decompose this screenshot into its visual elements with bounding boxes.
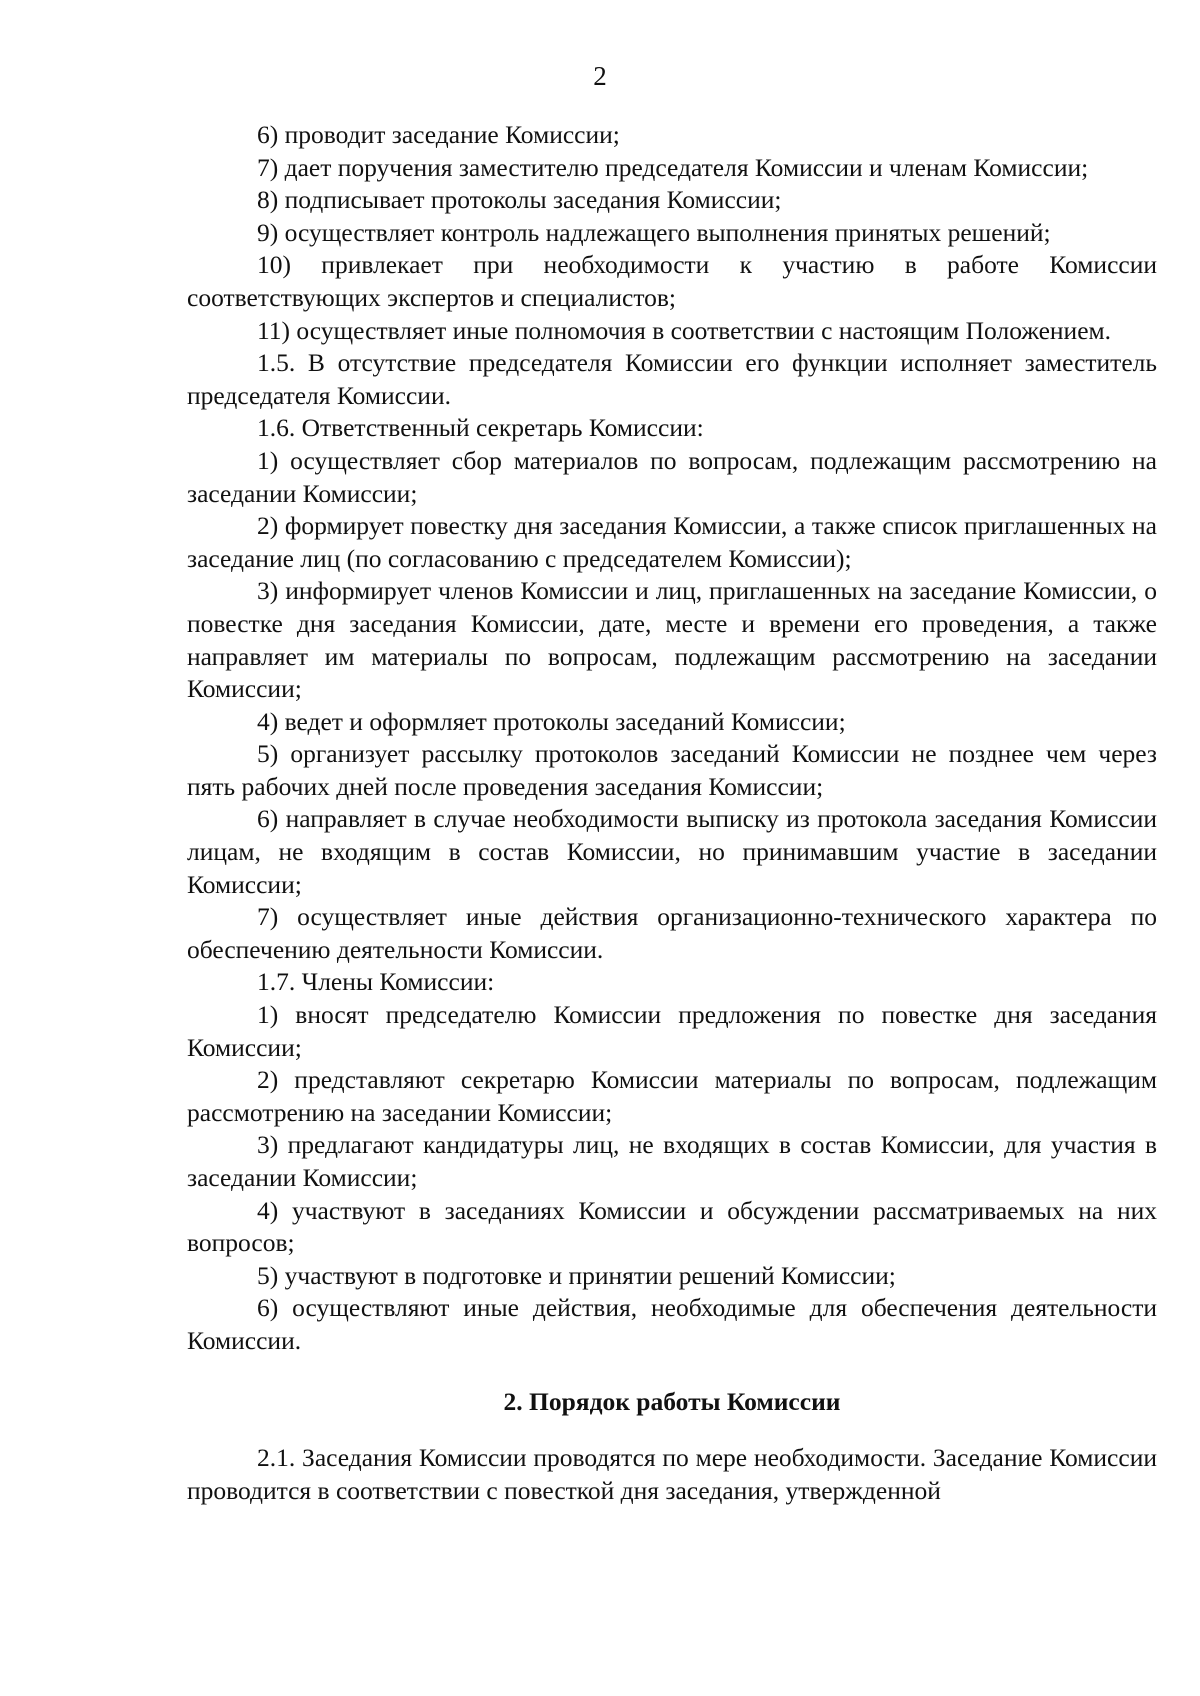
paragraph: 1) вносят председателю Комиссии предложения по повестке дня заседания Комиссии; xyxy=(187,1000,1157,1062)
page-number: 2 xyxy=(593,61,607,91)
paragraph: 1.5. В отсутствие председателя Комиссии его функции исполняет заместитель председателя Комиссии. xyxy=(187,348,1157,410)
paragraph: 6) направляет в случае необходимости выписку из протокола заседания Комиссии лицам, не входящим в состав Комиссии, но принимавшим участие в заседании Комиссии; xyxy=(187,804,1157,899)
paragraph: 1.7. Члены Комиссии: xyxy=(257,967,495,997)
paragraph: 8) подписывает протоколы заседания Комиссии; xyxy=(257,185,782,215)
paragraph: 4) ведет и оформляет протоколы заседаний Комиссии; xyxy=(257,706,846,736)
paragraph: 6) проводит заседание Комиссии; xyxy=(257,120,620,149)
paragraph: 2) формирует повестку дня заседания Комиссии, а также список приглашенных на заседание лиц (по согласованию с председателем Комиссии); xyxy=(187,511,1157,573)
document-body xyxy=(187,119,1157,1507)
paragraph: 10) привлекает при необходимости к участию в работе Комиссии соответствующих экспертов и специалистов; xyxy=(187,250,1157,312)
paragraph: 2.1. Заседания Комиссии проводятся по мере необходимости. Заседание Комиссии проводится в соответствии с повесткой дня заседания, утвержденной xyxy=(187,1443,1157,1505)
paragraph: 3) информирует членов Комиссии и лиц, приглашенных на заседание Комиссии, о повестке дня заседания Комиссии, дате, месте и времени его проведения, а также направляет им материалы по вопросам, подлежащим рассмотрению на заседании Комиссии; xyxy=(187,576,1157,704)
paragraph: 3) предлагают кандидатуры лиц, не входящих в состав Комиссии, для участия в заседании Комиссии; xyxy=(187,1130,1157,1192)
paragraph: 7) дает поручения заместителю председателя Комиссии и членам Комиссии; xyxy=(257,152,1089,182)
paragraph: 1.6. Ответственный секретарь Комиссии: xyxy=(257,413,704,443)
paragraph: 5) участвуют в подготовке и принятии решений Комиссии; xyxy=(257,1260,896,1290)
paragraph: 4) участвуют в заседаниях Комиссии и обсуждении рассматриваемых на них вопросов; xyxy=(187,1195,1157,1258)
paragraph: 9) осуществляет контроль надлежащего выполнения принятых решений; xyxy=(257,217,1051,247)
paragraph: 1) осуществляет сбор материалов по вопросам, подлежащим рассмотрению на заседании Комиссии; xyxy=(187,445,1157,508)
paragraph: 5) организует рассылку протоколов заседаний Комиссии не позднее чем через пять рабочих дней после проведения заседания Комиссии; xyxy=(187,739,1157,801)
paragraph: 2) представляют секретарю Комиссии материалы по вопросам, подлежащим рассмотрению на заседании Комиссии; xyxy=(187,1065,1157,1127)
paragraph: 11) осуществляет иные полномочия в соответствии с настоящим Положением. xyxy=(257,315,1112,345)
paragraph: 6) осуществляют иные действия, необходимые для обеспечения деятельности Комиссии. xyxy=(187,1293,1157,1355)
section-heading: 2. Порядок работы Комиссии xyxy=(503,1386,841,1416)
paragraph: 7) осуществляет иные действия организационно-технического характера по обеспечению деятельности Комиссии. xyxy=(187,902,1157,964)
